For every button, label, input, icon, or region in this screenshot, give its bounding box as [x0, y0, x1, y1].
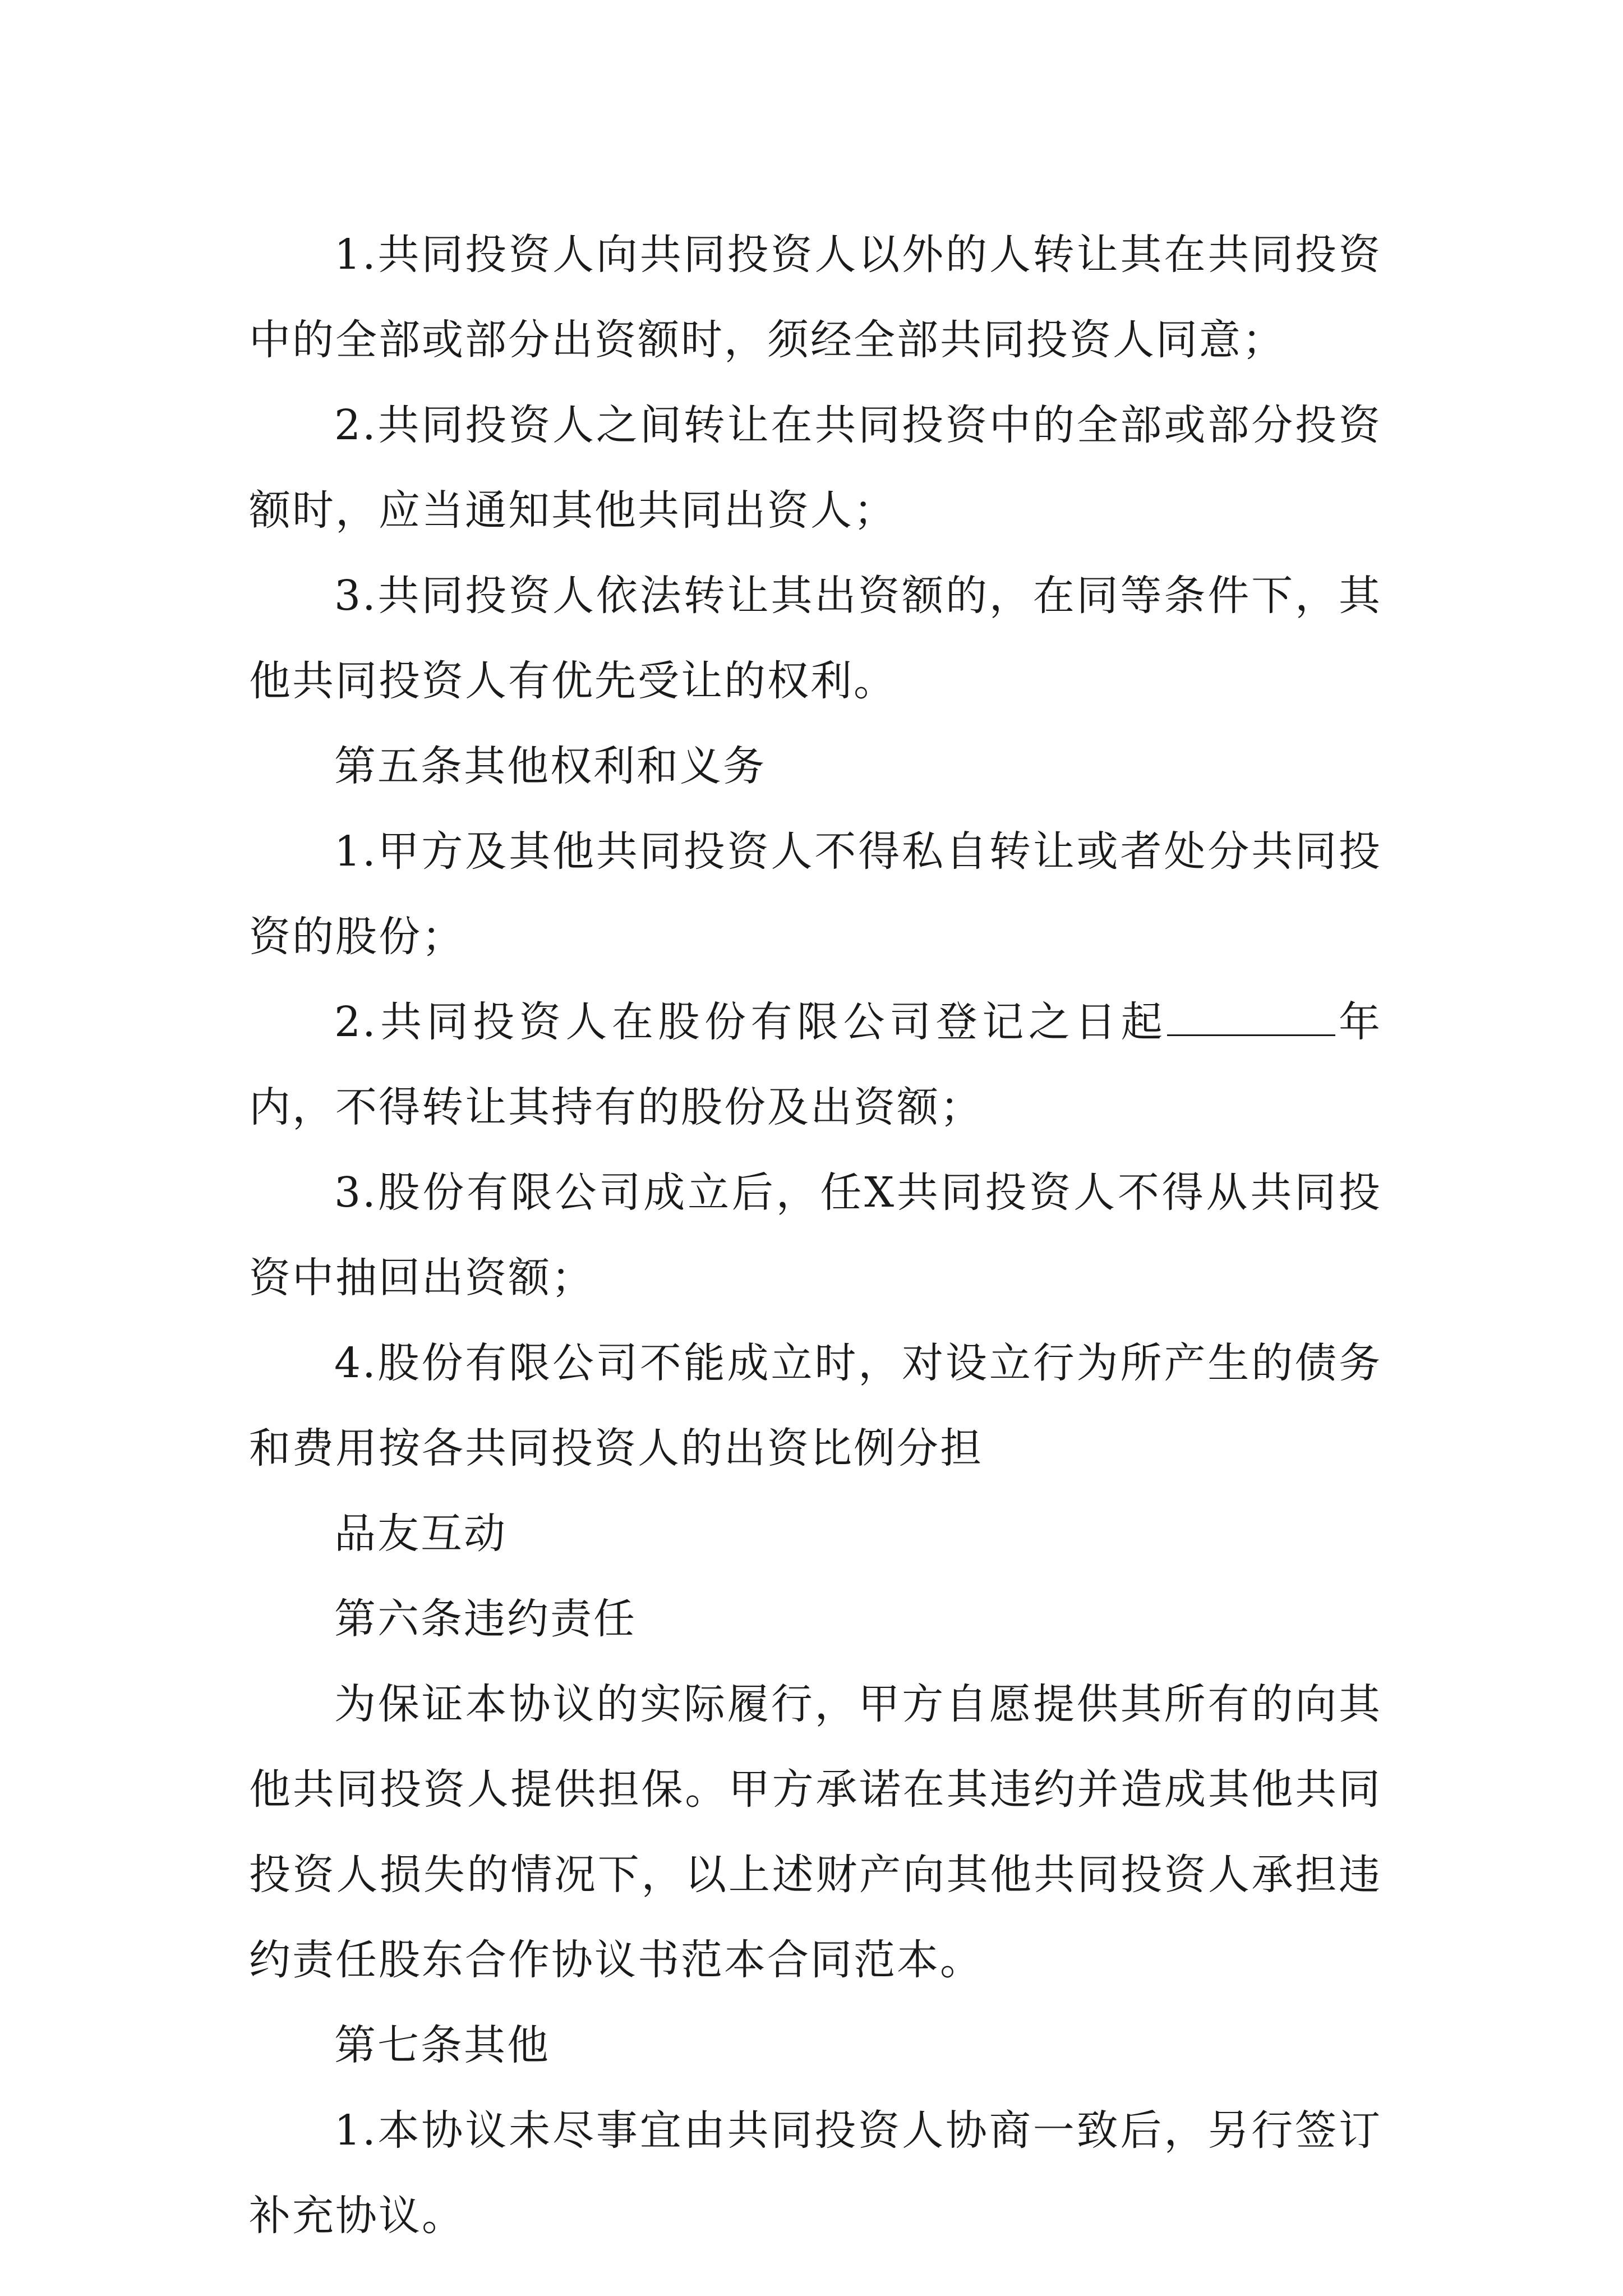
document-body [249, 212, 1382, 2258]
article-5-heading: 第五条其他权利和义务 [334, 742, 766, 790]
clause-transfer-1: 1.共同投资人向共同投资人以外的人转让其在共同投资中的全部或部分出资额时，须经全部共同投资人同意； [249, 231, 1382, 364]
clause-other-1: 1.本协议未尽事宜由共同投资人协商一致后，另行签订补充协议。 [249, 2106, 1382, 2240]
clause-rights-4: 4.股份有限公司不能成立时，对设立行为所产生的债务和费用按各共同投资人的出资比例分担 [249, 1339, 1382, 1473]
clause-rights-2 [249, 979, 1382, 1150]
clause-rights-3: 3.股份有限公司成立后，任X共同投资人不得从共同投资中抽回出资额； [249, 1168, 1382, 1302]
article-7-heading: 第七条其他 [334, 2021, 550, 2069]
article-6-heading: 第六条违约责任 [334, 1595, 637, 1643]
clause-rights-2-tail: 年内，不得转让其持有的股份及出资额； [249, 998, 1382, 1131]
clause-rights-2-lead: 2.共同投资人在股份有限公司登记之日起 [334, 998, 1168, 1046]
inserted-text-pinyou: 品友互动 [334, 1510, 507, 1558]
clause-rights-1: 1.甲方及其他共同投资人不得私自转让或者处分共同投资的股份； [249, 827, 1382, 961]
clause-breach-1: 为保证本协议的实际履行，甲方自愿提供其所有的向其他共同投资人提供担保。甲方承诺在其违约并造成其他共同投资人损失的情况下，以上述财产向其他共同投资人承担违约责任股东合作协议书范本合同范本。 [249, 1680, 1382, 1984]
clause-transfer-3: 3.共同投资人依法转让其出资额的，在同等条件下，其他共同投资人有优先受让的权利。 [249, 572, 1382, 705]
clause-transfer-2: 2.共同投资人之间转让在共同投资中的全部或部分投资额时，应当通知其他共同出资人； [249, 401, 1382, 535]
fill-in-blank-years [1167, 1001, 1335, 1036]
